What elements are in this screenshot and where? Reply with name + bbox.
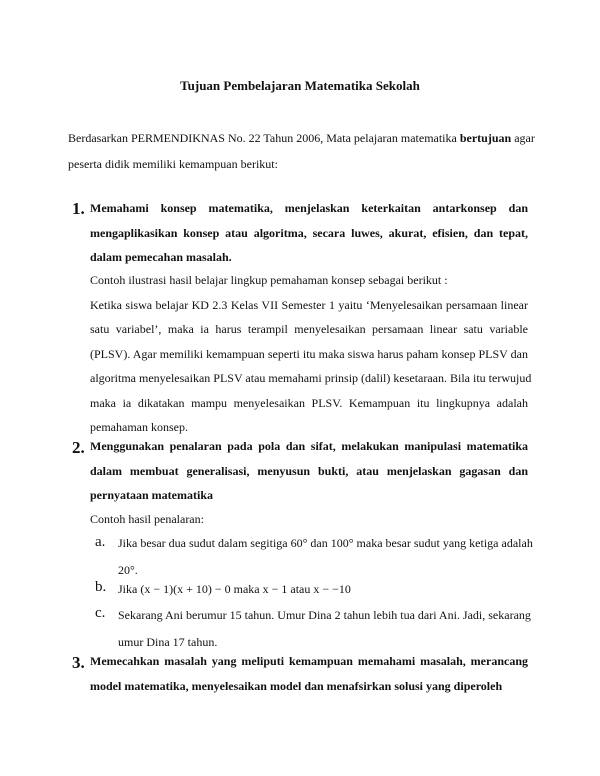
item-1-number: 1. (72, 199, 85, 218)
intro-line-2: peserta didik memiliki kemampuan berikut: (68, 157, 278, 171)
subitem-a-letter: a. (95, 534, 106, 550)
item-2-heading-line: Menggunakan penalaran pada pola dan sifat, melakukan manipulasi matematika (90, 439, 528, 453)
item-1-body-line: (PLSV). Agar memiliki kemampuan seperti itu maka siswa harus paham konsep PLSV dan (90, 346, 528, 361)
intro-text: Berdasarkan PERMENDIKNAS No. 22 Tahun 2006, Mata pelajaran matematika (68, 131, 460, 145)
subitem-b-text (118, 576, 528, 603)
item-1-example-title: Contoh ilustrasi hasil belajar lingkup pemahaman konsep sebagai berikut : (90, 273, 448, 287)
subitem-b-line: Jika (x − 1)(x + 10) − 0 maka x − 1 atau x − −10 (118, 582, 351, 596)
item-3-number: 3. (72, 653, 85, 672)
subitem-c-line: umur Dina 17 tahun. (118, 634, 218, 649)
subitem-c-letter: c. (95, 605, 106, 621)
item-1-body-line: algoritma menyelesaikan PLSV atau memahami prinsip (dalil) kesetaraan. Bila itu terwujud (90, 371, 532, 385)
item-1-heading (90, 196, 528, 270)
item-1-body-line: Ketika siswa belajar KD 2.3 Kelas VII Semester 1 yaitu ‘Menyelesaikan persamaan linear (90, 297, 528, 312)
item-1-heading-line: mengaplikasikan konsep atau algoritma, secara luwes, akurat, efisien, dan tepat, (90, 225, 528, 240)
item-1-heading-line: dalam pemecahan masalah. (90, 250, 232, 264)
item-2-example-text: Contoh hasil penalaran: (90, 512, 204, 526)
item-2-example-title (90, 507, 528, 532)
subitem-a-line: Jika besar dua sudut dalam segitiga 60° dan 100° maka besar sudut yang ketiga adalah (118, 536, 533, 550)
item-2-heading-line: dalam membuat generalisasi, menyusun bukti, atau menjelaskan gagasan dan (90, 463, 528, 478)
item-1-body-line: satu variabel’, maka ia harus terampil menyelesaikan persamaan linear satu variable (90, 322, 528, 336)
intro-line-1 (68, 125, 535, 151)
item-3-heading-line: Memecahkan masalah yang meliputi kemampuan memahami masalah, merancang (90, 654, 528, 668)
subitem-c-text (118, 602, 531, 655)
item-3-heading (90, 649, 528, 698)
item-1-body (90, 268, 532, 440)
item-1-body-line: pemahaman konsep. (90, 420, 188, 434)
subitem-b-letter: b. (95, 579, 107, 595)
subitem-c-line: Sekarang Ani berumur 15 tahun. Umur Dina 2 tahun lebih tua dari Ani. Jadi, sekarang (118, 608, 531, 622)
subitem-a-line: 20°. (118, 562, 138, 577)
intro-bold: bertujuan (459, 131, 512, 145)
intro-paragraph (68, 125, 535, 177)
page-title: Tujuan Pembelajaran Matematika Sekolah (180, 78, 420, 93)
item-2-heading-line: pernyataan matematika (90, 488, 213, 502)
item-1-heading-line: Memahami konsep matematika, menjelaskan keterkaitan antarkonsep dan (90, 201, 528, 215)
item-3-heading-line: model matematika, menyelesaikan model dan menafsirkan solusi yang diperoleh (90, 678, 503, 693)
intro-after: agar (511, 131, 535, 145)
item-2-heading (90, 434, 528, 508)
item-1-body-line: maka ia dikatakan mampu menyelesaikan PLSV. Kemampuan itu lingkupnya adalah (90, 395, 528, 410)
item-2-number: 2. (72, 438, 85, 457)
